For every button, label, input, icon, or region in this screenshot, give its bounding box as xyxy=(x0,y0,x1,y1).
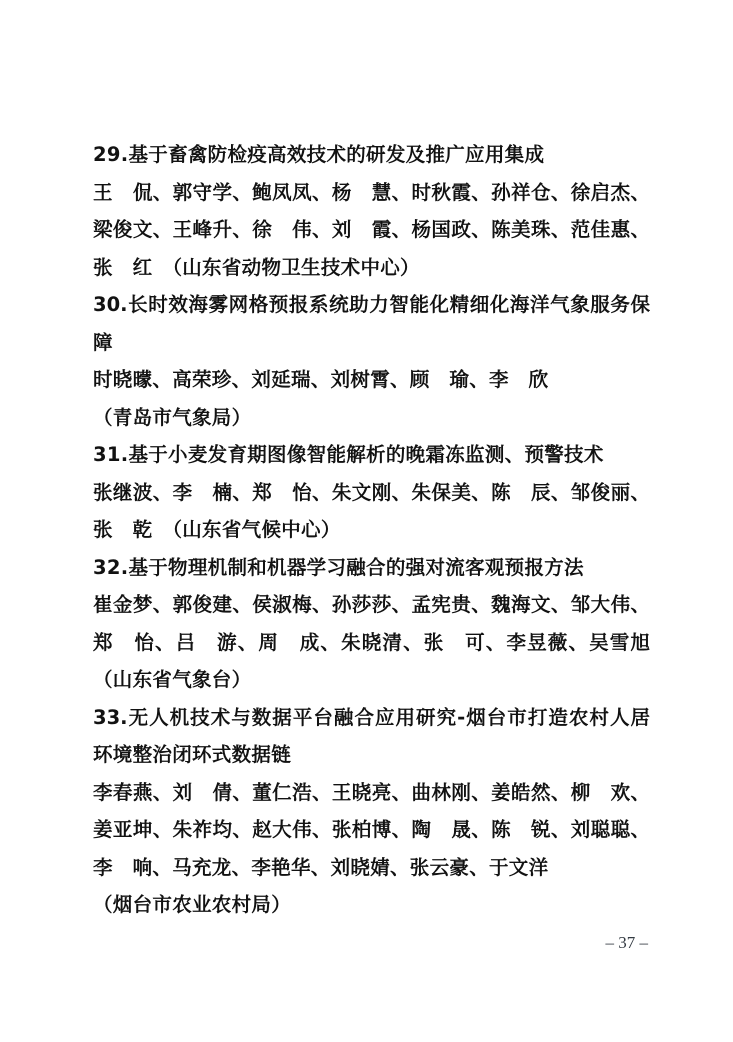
entry-29-authors-line-1: 王 侃、郭守学、鲍凤凤、杨 慧、时秋霞、孙祥仓、徐启杰、 xyxy=(93,180,650,204)
entry-31 xyxy=(93,436,650,549)
entry-32-organization-line: （山东省气象台） xyxy=(93,668,252,691)
entry-32-authors-line-1: 崔金梦、郭俊建、侯淑梅、孙莎莎、孟宪贵、魏海文、邹大伟、 xyxy=(93,593,650,616)
entry-33-authors-line-1: 李春燕、刘 倩、董仁浩、王晓亮、曲林刚、姜皓然、柳 欢、 xyxy=(93,780,650,804)
entry-30-authors-line: 时晓曚、高荣珍、刘延瑞、刘树霄、顾 瑜、李 欣 xyxy=(93,368,549,391)
entry-29-title-line: 29.基于畜禽防检疫高效技术的研发及推广应用集成 xyxy=(93,143,545,166)
entry-32 xyxy=(93,549,650,699)
entry-30-title-line-1: 30.长时效海雾网格预报系统助力智能化精细化海洋气象服务保 xyxy=(93,293,650,316)
entry-33 xyxy=(93,699,650,924)
entry-29-authors-line-2: 梁俊文、王峰升、徐 伟、刘 霞、杨国政、陈美珠、范佳惠、 xyxy=(93,218,650,241)
entry-31-title-line: 31.基于小麦发育期图像智能解析的晚霜冻监测、预警技术 xyxy=(93,443,604,466)
entry-33-title-line-2: 环境整治闭环式数据链 xyxy=(93,743,292,766)
entry-30 xyxy=(93,286,650,436)
entry-30-organization-line: （青岛市气象局） xyxy=(93,405,252,429)
entry-32-title-line: 32.基于物理机制和机器学习融合的强对流客观预报方法 xyxy=(93,555,584,579)
entry-33-authors-line-2: 姜亚坤、朱祚均、赵大伟、张柏博、陶 晟、陈 锐、刘聪聪、 xyxy=(93,818,650,841)
entry-29 xyxy=(93,136,650,286)
entry-30-title-line-2: 障 xyxy=(93,330,113,354)
entry-31-authors-organization-line: 张 乾 （山东省气候中心） xyxy=(93,518,341,541)
document-body xyxy=(93,136,650,924)
entry-33-title-line-1: 33.无人机技术与数据平台融合应用研究-烟台市打造农村人居 xyxy=(93,705,650,729)
entry-31-authors-line: 张继波、李 楠、郑 怡、朱文刚、朱保美、陈 辰、邹俊丽、 xyxy=(93,480,650,504)
page-number: – 37 – xyxy=(605,933,648,952)
entry-29-authors-organization-line: 张 红 （山东省动物卫生技术中心） xyxy=(93,255,420,279)
entry-33-organization-line: （烟台市农业农村局） xyxy=(93,893,292,916)
entry-33-authors-line-3: 李 响、马充龙、李艳华、刘晓婧、张云豪、于文洋 xyxy=(93,855,549,879)
entry-32-authors-line-2: 郑 怡、吕 游、周 成、朱晓清、张 可、李昱薇、吴雪旭 xyxy=(93,630,650,654)
